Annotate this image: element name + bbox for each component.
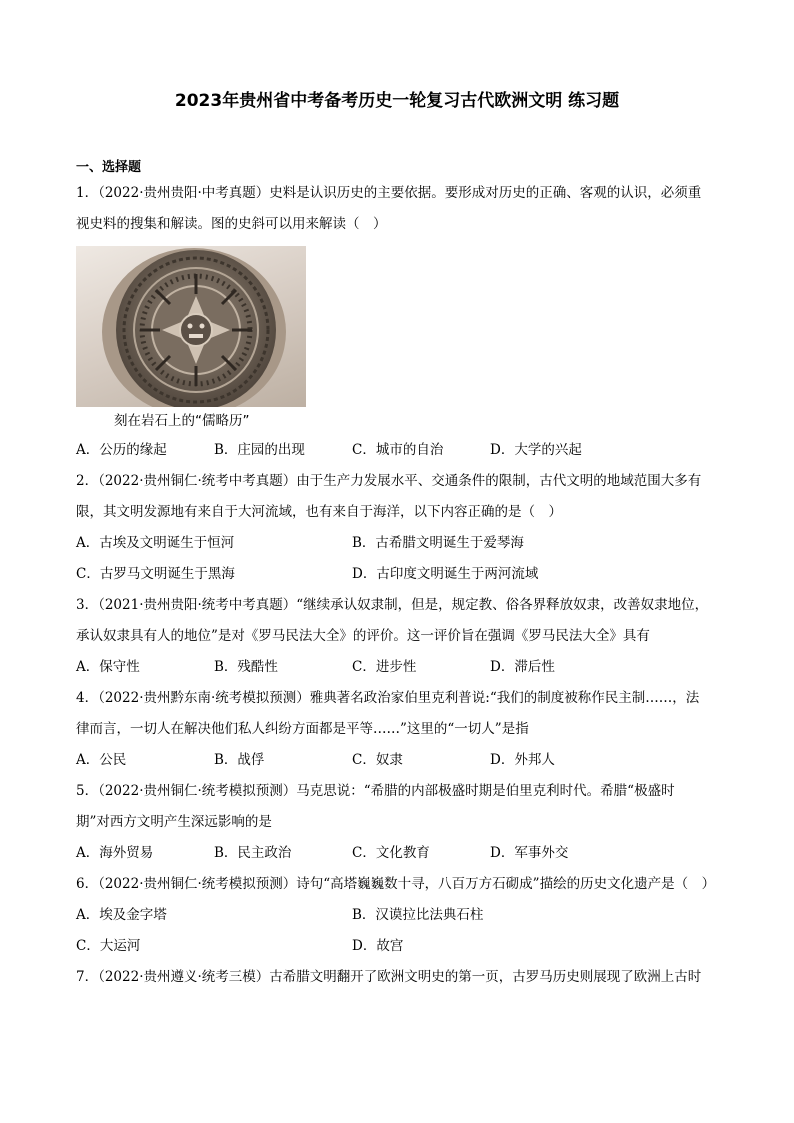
- option-c: C．进步性: [352, 659, 417, 675]
- stem-line: 6．（2022·贵州铜仁·统考模拟预测）诗句“高塔巍巍数十寻，八百万方石砌成”描绘的历史文化遗产是（ ）: [76, 876, 716, 892]
- option-b: B．汉谟拉比法典石柱: [352, 907, 484, 923]
- option-a: A．古埃及文明诞生于恒河: [76, 535, 235, 551]
- option-d: D．故宫: [352, 938, 404, 954]
- stem-line: 1．（2022·贵州贵阳·中考真题）史料是认识历史的主要依据。要形成对历史的正确、客观的认识，必须重: [76, 185, 702, 201]
- option-b: B．残酷性: [214, 659, 278, 675]
- stem-line: 2．（2022·贵州铜仁·统考中考真题）由于生产力发展水平、交通条件的限制，古代文明的地域范围大多有: [76, 473, 702, 489]
- option-b: B．古希腊文明诞生于爱琴海: [352, 535, 524, 551]
- option-a: A．公民: [76, 752, 127, 768]
- question-7-stem: [76, 962, 720, 993]
- stem-line: 视史料的搜集和解读。图的史斜可以用来解读（ ）: [76, 216, 387, 232]
- option-d: D．古印度文明诞生于两河流域: [352, 566, 539, 582]
- option-d: D．大学的兴起: [490, 442, 582, 458]
- calendar-stone-icon: [76, 246, 306, 407]
- question-2-stem: [76, 466, 720, 528]
- stem-line: 5．（2022·贵州铜仁·统考模拟预测）马克思说：“希腊的内部极盛时期是伯里克利时代。希腊“极盛时: [76, 783, 675, 799]
- option-d: D．外邦人: [490, 752, 555, 768]
- calendar-stone-image: [76, 246, 306, 407]
- option-a: A．埃及金字塔: [76, 907, 167, 923]
- question-1-options: [76, 435, 720, 466]
- option-b: B．战俘: [214, 752, 265, 768]
- stem-line: 7．（2022·贵州遵义·统考三模）古希腊文明翻开了欧洲文明史的第一页，古罗马历史则展现了欧洲上古时: [76, 969, 702, 985]
- option-a: A．保守性: [76, 659, 140, 675]
- stem-line: 律而言，一切人在解决他们私人纠纷方面都是平等……”这里的“一切人”是指: [76, 721, 529, 737]
- option-c: C．城市的自治: [352, 442, 444, 458]
- question-1-stem: [76, 178, 720, 240]
- stem-line: 承认奴隶具有人的地位”是对《罗马民法大全》的评价。这一评价旨在强调《罗马民法大全》具有: [76, 628, 650, 644]
- stem-line: 3．（2021·贵州贵阳·统考中考真题）“继续承认奴隶制，但是，规定教、俗各界释放奴隶，改善奴隶地位，: [76, 597, 709, 613]
- stem-line: 4．（2022·贵州黔东南·统考模拟预测）雅典著名政治家伯里克利普说:“我们的制度被称作民主制……，法: [76, 690, 700, 706]
- question-6-options: [76, 900, 720, 962]
- option-b: B．民主政治: [214, 845, 292, 861]
- question-3-options: [76, 652, 720, 683]
- question-2-options: [76, 528, 720, 590]
- question-4-options: [76, 745, 720, 776]
- stem-line: 限，其文明发源地有来自于大河流域，也有来自于海洋，以下内容正确的是（ ）: [76, 504, 562, 520]
- question-6-stem: [76, 869, 720, 900]
- option-d: D．军事外交: [490, 845, 569, 861]
- document-title: 2023年贵州省中考备考历史一轮复习古代欧洲文明 练习题: [174, 91, 620, 111]
- option-a: A．海外贸易: [76, 845, 154, 861]
- question-3-stem: [76, 590, 720, 652]
- question-list: [76, 158, 720, 993]
- calendar-stone-figure: [76, 246, 308, 435]
- question-5-options: [76, 838, 720, 869]
- option-c: C．大运河: [76, 938, 141, 954]
- figure-caption: 刻在岩石上的“儒略历”: [114, 413, 250, 429]
- question-4-stem: [76, 683, 720, 745]
- option-c: C．奴隶: [352, 752, 403, 768]
- option-a: A．公历的缘起: [76, 442, 167, 458]
- stem-line: 期”对西方文明产生深远影响的是: [76, 814, 272, 830]
- option-c: C．古罗马文明诞生于黑海: [76, 566, 235, 582]
- section-heading: 一、选择题: [76, 160, 142, 175]
- option-c: C．文化教育: [352, 845, 430, 861]
- option-b: B．庄园的出现: [214, 442, 305, 458]
- question-5-stem: [76, 776, 720, 838]
- option-d: D．滞后性: [490, 659, 555, 675]
